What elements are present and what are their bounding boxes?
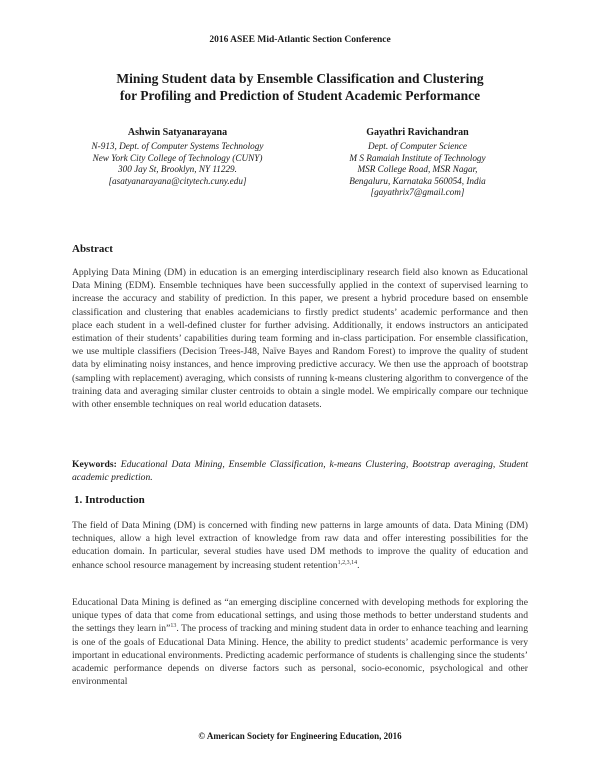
author-name: Ashwin Satyanarayana xyxy=(127,127,228,138)
introduction-paragraph-1 xyxy=(72,519,528,572)
author-affiliation-line: MSR College Road, MSR Nagar, xyxy=(357,164,478,175)
keywords xyxy=(72,458,528,484)
author-affiliation-line: Dept. of Computer Science xyxy=(368,141,467,152)
author-affiliation-line: Bengaluru, Karnataka 560054, India xyxy=(349,175,486,186)
author-affiliation-line: New York City College of Technology (CUNY) xyxy=(92,152,263,163)
author-affiliation-line: M S Ramaiah Institute of Technology xyxy=(349,152,486,163)
keywords-label: Keywords: xyxy=(72,459,117,470)
intro-p2-text-a: Educational Data Mining is defined as “an emerging discipline concerned with developing methods for exploring the unique types of data that come from educational settings, and using those methods to better understand students and the settings they learn in” xyxy=(72,597,528,635)
author-affiliation-line: 300 Jay St, Brooklyn, NY 11229. xyxy=(118,164,237,175)
abstract-heading: Abstract xyxy=(72,243,113,255)
author-name: Gayathri Ravichandran xyxy=(366,127,469,138)
copyright-footer: © American Society for Engineering Education, 2016 xyxy=(198,731,402,741)
conference-header: 2016 ASEE Mid-Atlantic Section Conference xyxy=(209,35,391,45)
title-line-1: Mining Student data by Ensemble Classification and Clustering xyxy=(116,71,484,86)
intro-p1-end: . xyxy=(357,559,360,571)
paper-title xyxy=(0,71,600,104)
author-block-1 xyxy=(70,127,285,187)
title-line-2: for Profiling and Prediction of Student Academic Performance xyxy=(119,87,481,103)
intro-p2-text-b: . The process of tracking and mining student data in order to enhance teaching and learning is one of the goals of Educational Data Mining. Hence, the ability to predict students’ academic performance is very important in educational environments. Predicting academic performance of students is challenging since the students’ academic performance depends on diverse factors such as personal, socio-economic, psychological and other environmental xyxy=(72,623,528,688)
abstract-text: Applying Data Mining (DM) in education is an emerging interdisciplinary research field also known as Educational Data Mining (EDM). Ensemble techniques have been successfully applied in the context of supervised learning to increase the accuracy and stability of prediction. In this paper, we present a hybrid procedure based on ensemble classification and clustering that enables academicians to firstly predict students’ academic performance and then place each student in a well-defined cluster for further advising. Additionally, it endows instructors an anticipated estimation of their students’ capabilities during team forming and in-class participation. For ensemble classification, we use multiple classifiers (Decision Trees-J48, Naïve Bayes and Random Forest) to improve the quality of student data by eliminating noisy instances, and hence improving predictive accuracy. We then use the approach of bootstrap (sampling with replacement) averaging, which consists of running k-means clustering algorithm to convergence of the training data and averaging similar cluster centroids to obtain a single model. We empirically compare our technique with other ensemble techniques on real world education datasets. xyxy=(72,267,528,411)
keywords-text: Educational Data Mining, Ensemble Classification, k-means Clustering, Bootstrap averaging, Student academic prediction. xyxy=(72,459,529,484)
intro-p1-text: The field of Data Mining (DM) is concerned with finding new patterns in large amounts of data. Data Mining (DM) techniques, allow a high level extraction of knowledge from raw data and offer interesting possibilities for the education domain. In particular, several studies have used DM methods to improve the quality of education and enhance school resource management by increasing student retention xyxy=(72,520,528,571)
author-block-2 xyxy=(300,127,535,198)
citation-ref: 13 xyxy=(170,623,177,630)
author-email: [asatyanarayana@citytech.cuny.edu] xyxy=(108,175,247,186)
author-affiliation-line: N-913, Dept. of Computer Systems Technology xyxy=(91,141,264,152)
introduction-paragraph-2 xyxy=(72,596,528,688)
introduction-heading: 1. Introduction xyxy=(74,494,145,506)
author-email: [gayathrix7@gmail.com] xyxy=(370,187,465,198)
citation-ref: 1,2,3,14 xyxy=(337,559,358,566)
